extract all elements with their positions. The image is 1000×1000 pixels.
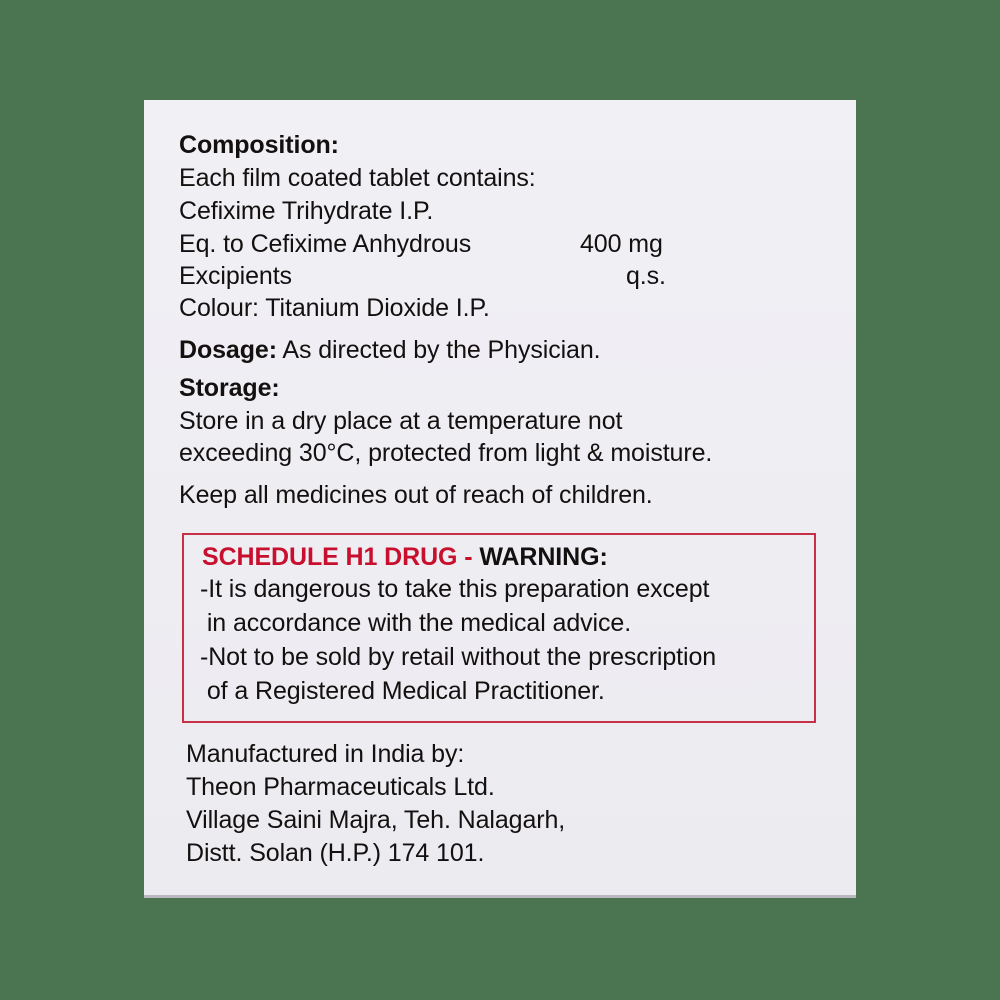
- ingredient-name: Colour: Titanium Dioxide I.P.: [179, 294, 490, 322]
- ingredient-name: Eq. to Cefixime Anhydrous: [179, 230, 472, 258]
- warning-line: -It is dangerous to take this preparation except: [200, 575, 710, 603]
- dosage-label: Dosage:: [179, 336, 277, 364]
- ingredient-name: Excipients: [179, 262, 292, 290]
- warning-title: WARNING:: [479, 543, 608, 571]
- storage-line-1: Store in a dry place at a temperature not: [179, 407, 623, 435]
- warning-heading: [202, 545, 608, 570]
- manufacturer-label: Manufactured in India by:: [186, 740, 465, 768]
- medicine-box-label: [144, 100, 856, 898]
- ingredient-amount: q.s.: [626, 262, 666, 290]
- warning-box: [182, 533, 816, 723]
- keep-away-notice: Keep all medicines out of reach of children.: [179, 481, 653, 509]
- ingredient-name: Cefixime Trihydrate I.P.: [179, 197, 434, 225]
- storage-heading: Storage:: [179, 374, 280, 402]
- composition-heading: Composition:: [179, 131, 339, 159]
- manufacturer-address-2: Distt. Solan (H.P.) 174 101.: [186, 839, 485, 867]
- dosage-text: As directed by the Physician.: [282, 336, 601, 364]
- manufacturer-company: Theon Pharmaceuticals Ltd.: [186, 773, 495, 801]
- warning-line: of a Registered Medical Practitioner.: [200, 677, 605, 705]
- composition-intro: Each film coated tablet contains:: [179, 164, 536, 192]
- manufacturer-address-1: Village Saini Majra, Teh. Nalagarh,: [186, 806, 566, 834]
- warning-line: -Not to be sold by retail without the prescription: [200, 643, 717, 671]
- schedule-label: SCHEDULE H1 DRUG -: [202, 543, 473, 571]
- dosage-line: [179, 338, 601, 363]
- storage-line-2: exceeding 30°C, protected from light & moisture.: [179, 439, 713, 467]
- ingredient-amount: 400 mg: [580, 230, 663, 258]
- warning-line: in accordance with the medical advice.: [200, 609, 632, 637]
